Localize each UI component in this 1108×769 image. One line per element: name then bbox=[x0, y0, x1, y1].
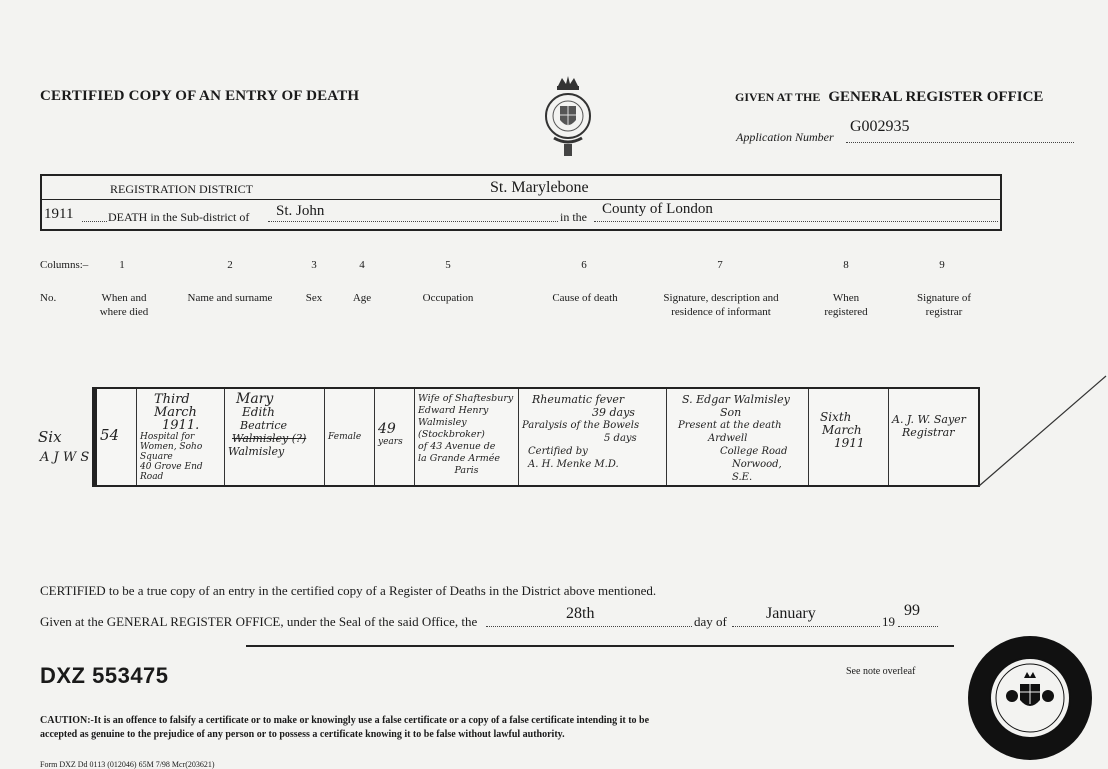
in-the-label: in the bbox=[560, 210, 587, 224]
registrar-name: A. J. W. Sayer bbox=[892, 413, 966, 426]
serial-text: DXZ 553475 bbox=[40, 663, 169, 688]
cell-age bbox=[375, 389, 415, 485]
column-number-6: 6 bbox=[581, 259, 587, 271]
closing-diagonal-line bbox=[975, 372, 1108, 490]
signature-rule bbox=[246, 645, 954, 647]
occupation-line-7: Paris bbox=[454, 465, 479, 476]
where-line-1: Hospital for bbox=[140, 432, 195, 442]
application-number: G002935 bbox=[850, 118, 910, 135]
caution-line-1: CAUTION:-It is an offence to falsify a certificate or to make or knowingly use a false certificate or a copy of a false certificate intending it to be bbox=[40, 715, 650, 726]
occupation-line-3: Walmisley bbox=[418, 417, 467, 428]
column-number-2: 2 bbox=[227, 259, 233, 271]
informant-line-2: Son bbox=[720, 406, 742, 419]
header-no: No. bbox=[40, 292, 57, 304]
column-number-8: 8 bbox=[843, 259, 849, 271]
registration-district-value: St. Marylebone bbox=[490, 179, 589, 196]
cause-line-1: Rheumatic fever bbox=[532, 393, 625, 406]
see-note-overleaf: See note overleaf bbox=[846, 666, 916, 677]
where-line-2: Women, Soho Square bbox=[140, 442, 203, 462]
certificate-title: CERTIFIED COPY OF AN ENTRY OF DEATH bbox=[40, 88, 360, 104]
certificate-serial bbox=[40, 663, 169, 689]
entry-row bbox=[92, 387, 980, 487]
form-code: Form DXZ Dd 0113 (012046) 65M 7/98 Mcr(203621) bbox=[40, 760, 215, 769]
name-surname: Walmisley bbox=[228, 445, 285, 458]
day-of-label: day of bbox=[694, 614, 727, 629]
cause-line-2: 39 days bbox=[592, 406, 635, 419]
cause-line-3: Paralysis of the Bowels bbox=[522, 420, 640, 431]
registered-day: Sixth bbox=[820, 410, 852, 424]
cell-occupation bbox=[415, 389, 519, 485]
registrar-title: Registrar bbox=[902, 426, 955, 439]
county-dots bbox=[594, 221, 998, 222]
informant-line-4: Ardwell bbox=[708, 433, 748, 444]
district-box bbox=[40, 174, 1002, 231]
cause-line-6: A. H. Menke M.D. bbox=[528, 459, 619, 470]
when-day: Third bbox=[154, 392, 190, 407]
certified-day: 28th bbox=[566, 605, 595, 622]
subdistrict-dots bbox=[268, 221, 558, 222]
day-dots bbox=[486, 626, 692, 627]
month-dots bbox=[732, 626, 880, 627]
column-number-1: 1 bbox=[119, 259, 125, 271]
where-line-3: 40 Grove End Road bbox=[140, 462, 203, 482]
registered-year: 1911 bbox=[834, 436, 865, 450]
cause-line-5: Certified by bbox=[528, 446, 588, 457]
column-number-4: 4 bbox=[359, 259, 365, 271]
cell-when-where bbox=[137, 389, 225, 485]
registered-month: March bbox=[822, 423, 862, 437]
cell-informant bbox=[667, 389, 809, 485]
header-cause: Cause of death bbox=[552, 292, 618, 304]
header-when-where: When and where died bbox=[99, 292, 149, 318]
informant-line-3: Present at the death bbox=[678, 420, 782, 431]
column-number-9: 9 bbox=[939, 259, 945, 271]
name-third: Beatrice bbox=[240, 419, 288, 432]
certified-statement: CERTIFIED to be a true copy of an entry in the certified copy of a Register of Deaths in the District above mentioned. bbox=[40, 583, 657, 598]
gro-seal bbox=[966, 634, 1094, 762]
district-box-divider bbox=[42, 199, 1000, 200]
year-suffix-dots bbox=[898, 626, 938, 627]
when-month: March bbox=[154, 405, 197, 420]
age-value: 49 bbox=[378, 421, 396, 437]
subdistrict-value: St. John bbox=[276, 203, 325, 219]
header-sex: Sex bbox=[305, 292, 323, 304]
occupation-line-4: (Stockbroker) bbox=[418, 429, 485, 440]
application-number-line bbox=[846, 142, 1074, 143]
given-statement-prefix: Given at the GENERAL REGISTER OFFICE, under the Seal of the said Office, the bbox=[40, 614, 478, 629]
header-age: Age bbox=[352, 292, 372, 304]
occupation-line-1: Wife of Shaftesbury bbox=[418, 393, 514, 404]
certified-month: January bbox=[766, 605, 816, 622]
county-value: County of London bbox=[602, 201, 713, 217]
informant-line-1: S. Edgar Walmisley bbox=[682, 393, 790, 406]
given-at-prefix: GIVEN AT THE bbox=[735, 90, 821, 104]
death-subdistrict-label: DEATH in the Sub-district of bbox=[108, 210, 250, 224]
certified-year: 99 bbox=[904, 602, 920, 619]
cell-sex bbox=[325, 389, 375, 485]
when-year: 1911. bbox=[162, 418, 200, 433]
cell-name bbox=[225, 389, 325, 485]
columns-label: Columns:– bbox=[40, 259, 89, 271]
age-unit: years bbox=[378, 437, 403, 447]
year-prefix: 19 bbox=[882, 614, 895, 629]
header-name: Name and surname bbox=[187, 292, 273, 304]
column-number-5: 5 bbox=[445, 259, 451, 271]
application-number-label: Application Number bbox=[736, 130, 834, 144]
registration-district-label: REGISTRATION DISTRICT bbox=[110, 182, 253, 196]
sex-value: Female bbox=[328, 432, 362, 442]
margin-note-1: Six bbox=[38, 428, 62, 446]
occupation-line-5: of 43 Avenue de bbox=[418, 441, 496, 452]
given-at-heading bbox=[735, 88, 1043, 106]
cell-cause bbox=[519, 389, 667, 485]
cell-when-registered bbox=[809, 389, 889, 485]
margin-note-2: A J W S bbox=[40, 450, 90, 465]
header-when-registered: When registered bbox=[824, 292, 868, 318]
name-second: Edith bbox=[242, 405, 275, 419]
name-struck: Walmisley (?) bbox=[232, 432, 307, 445]
informant-line-6: Norwood, S.E. bbox=[732, 459, 782, 483]
caution-line-2: accepted as genuine to the prejudice of any person or to possess a certificate knowing it to be false without lawful authority. bbox=[40, 729, 565, 740]
header-occupation: Occupation bbox=[422, 292, 474, 304]
column-number-3: 3 bbox=[311, 259, 317, 271]
cell-no bbox=[97, 389, 137, 485]
year-dots bbox=[82, 221, 107, 222]
occupation-line-6: la Grande Armée bbox=[418, 453, 501, 464]
header-registrar: Signature of registrar bbox=[916, 292, 972, 318]
header-informant: Signature, description and residence of informant bbox=[663, 292, 779, 318]
cause-line-4: 5 days bbox=[604, 433, 637, 444]
name-first: Mary bbox=[236, 391, 274, 407]
entry-no: 54 bbox=[100, 426, 120, 444]
occupation-line-2: Edward Henry bbox=[418, 405, 489, 416]
death-year: 1911 bbox=[44, 206, 74, 222]
given-at-office: GENERAL REGISTER OFFICE bbox=[828, 89, 1044, 105]
cell-registrar bbox=[889, 389, 978, 485]
column-number-7: 7 bbox=[717, 259, 723, 271]
royal-crest bbox=[538, 72, 598, 160]
informant-line-5: College Road bbox=[720, 446, 788, 457]
